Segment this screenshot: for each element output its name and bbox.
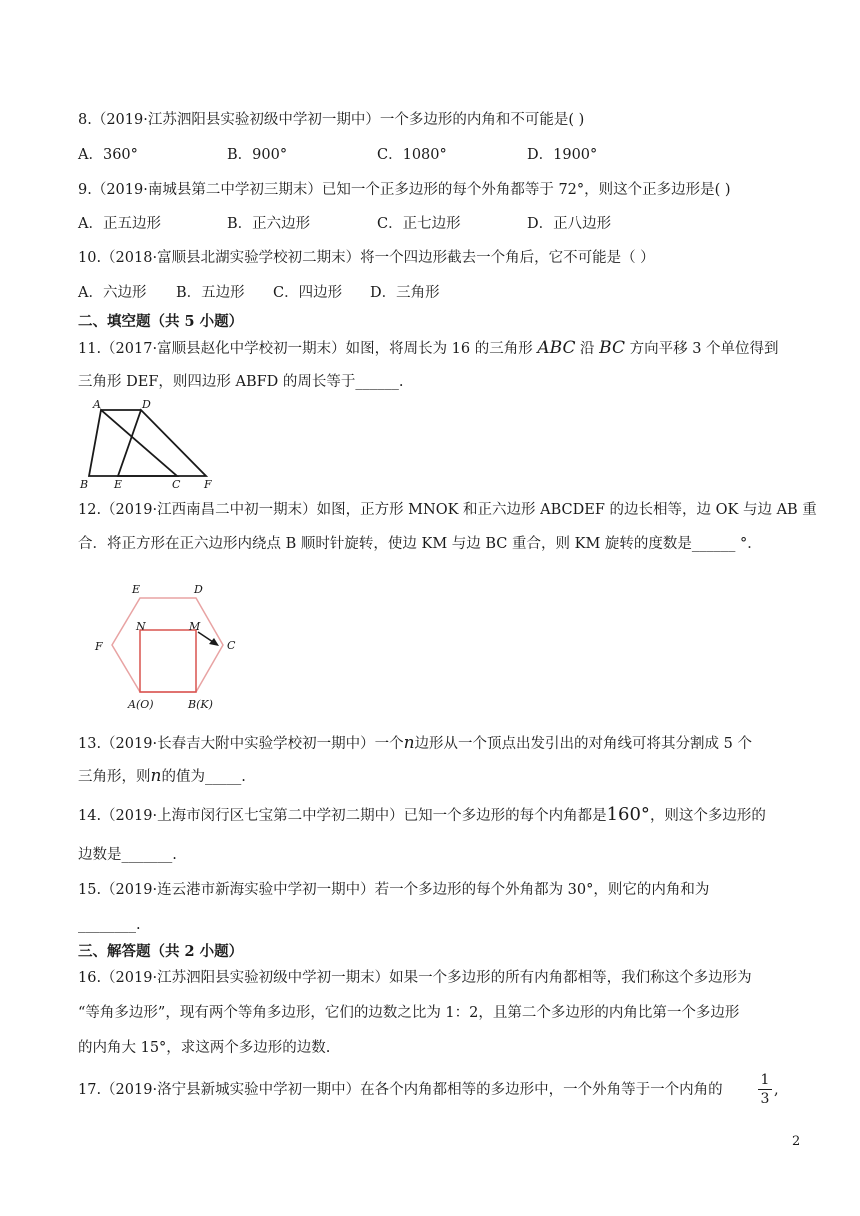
q14-text-a: 14.（2019·上海市闵行区七宝第二中学初二期中）已知一个多边形的每个内角都是	[78, 808, 607, 824]
q12-square	[140, 630, 196, 692]
q11-label-d: D	[142, 398, 151, 411]
q14-line2: 边数是_______.	[78, 847, 177, 863]
q17-fraction-numerator: 1	[760, 1072, 770, 1088]
q12-label-f: F	[95, 640, 103, 653]
q12-line1: 12.（2019·江西南昌二中初一期末）如图，正方形 MNOK 和正六边形 ABCDEF 的边长相等，边 OK 与边 AB 重	[78, 502, 817, 518]
q12-arrow-head-icon	[209, 638, 219, 646]
q17-fraction	[758, 1072, 772, 1107]
section-heading-fill-in: 二、填空题（共 5 小题）	[78, 313, 244, 330]
q11-label-a: A	[93, 398, 101, 411]
q14-value: 160°	[606, 804, 650, 825]
q17-tail: ,	[774, 1082, 779, 1098]
q8-option-d: D．1900°	[527, 147, 598, 163]
q12-label-d: D	[194, 583, 203, 596]
q9-option-b: B．正六边形	[227, 216, 311, 232]
q9-option-d: D．正八边形	[527, 216, 612, 232]
q12-label-c: C	[227, 639, 236, 652]
q11-text-b: 沿	[575, 341, 600, 357]
page-number: 2	[792, 1134, 801, 1149]
q12-hexagon-figure	[88, 578, 248, 718]
q11-text-a: 11.（2017·富顺县赵化中学校初一期末）如图，将周长为 16 的三角形	[78, 341, 538, 357]
q10-option-b: B．五边形	[176, 285, 245, 301]
q13-var-n: n	[403, 733, 415, 753]
q17-line1: 17.（2019·洛宁县新城实验中学初一期中）在各个内角都相等的多边形中，一个外角等于一个内角的	[78, 1082, 723, 1098]
q13-text-c: 三角形，则	[78, 769, 151, 785]
q11-translation-figure	[76, 398, 226, 490]
q17-fraction-denominator: 3	[760, 1091, 770, 1107]
q11-label-c: C	[172, 478, 181, 491]
q16-line2: “等角多边形”，现有两个等角多边形，它们的边数之比为 1：2，且第二个多边形的内角比第一个多边形	[78, 1005, 740, 1021]
q12-label-n: N	[136, 620, 146, 633]
q11-var-bc: BC	[599, 338, 625, 358]
q13-line2	[78, 766, 246, 787]
q16-line3: 的内角大 15°，求这两个多边形的边数.	[78, 1040, 331, 1056]
q11-label-e: E	[114, 478, 123, 491]
q8-option-c: C．1080°	[377, 147, 447, 163]
q15-line1: 15.（2019·连云港市新海实验中学初一期中）若一个多边形的每个外角都为 30°，则它的内角和为	[78, 882, 710, 898]
q13-text-a: 13.（2019·长春吉大附中实验学校初一期中）一个	[78, 736, 404, 752]
section-heading-answer: 三、解答题（共 2 小题）	[78, 943, 244, 960]
q10-stem: 10.（2018·富顺县北湖实验学校初二期末）将一个四边形截去一个角后，它不可能是（ ）	[78, 250, 655, 266]
q13-text-b: 边形从一个顶点出发引出的对角线可将其分割成 5 个	[414, 736, 752, 752]
q12-label-e: E	[132, 583, 141, 596]
q14-line1	[78, 805, 766, 826]
q12-label-a-o: A(O)	[128, 698, 154, 711]
q9-option-c: C．正七边形	[377, 216, 461, 232]
q11-line1	[78, 338, 779, 359]
q17-fraction-bar	[758, 1089, 772, 1090]
q13-line1	[78, 733, 752, 754]
q13-var-n-2: n	[150, 766, 162, 786]
q9-option-a: A．正五边形	[78, 216, 161, 232]
q11-var-abc: ABC	[537, 338, 576, 358]
q11-line2: 三角形 DEF，则四边形 ABFD 的周长等于______.	[78, 374, 404, 390]
q10-option-a: A．六边形	[78, 285, 147, 301]
q12-line2: 合．将正方形在正六边形内绕点 B 顺时针旋转，使边 KM 与边 BC 重合，则 KM 旋转的度数是______ °．	[78, 536, 762, 552]
q11-label-b: B	[80, 478, 89, 491]
q11-triangle-abc	[89, 410, 177, 476]
q11-triangle-def	[118, 410, 206, 476]
q8-stem: 8.（2019·江苏泗阳县实验初级中学初一期中）一个多边形的内角和不可能是( )	[78, 112, 585, 128]
q12-label-m: M	[189, 620, 201, 633]
q14-text-b: ，则这个多边形的	[649, 808, 766, 824]
q10-option-c: C．四边形	[273, 285, 343, 301]
q16-line1: 16.（2019·江苏泗阳县实验初级中学初一期末）如果一个多边形的所有内角都相等，我们称这个多边形为	[78, 970, 752, 986]
q12-label-b-k: B(K)	[188, 698, 213, 711]
q15-line2: ________.	[78, 917, 141, 933]
q9-stem: 9.（2019·南城县第二中学初三期末）已知一个正多边形的每个外角都等于 72°，则这个正多边形是( )	[78, 182, 731, 198]
q12-hexagon	[112, 598, 223, 692]
q8-option-a: A．360°	[78, 147, 138, 163]
q8-option-b: B．900°	[227, 147, 288, 163]
q13-text-d: 的值为_____.	[161, 769, 246, 785]
q11-label-f: F	[204, 478, 212, 491]
q11-text-c: 方向平移 3 个单位得到	[625, 341, 779, 357]
q10-option-d: D．三角形	[370, 285, 440, 301]
